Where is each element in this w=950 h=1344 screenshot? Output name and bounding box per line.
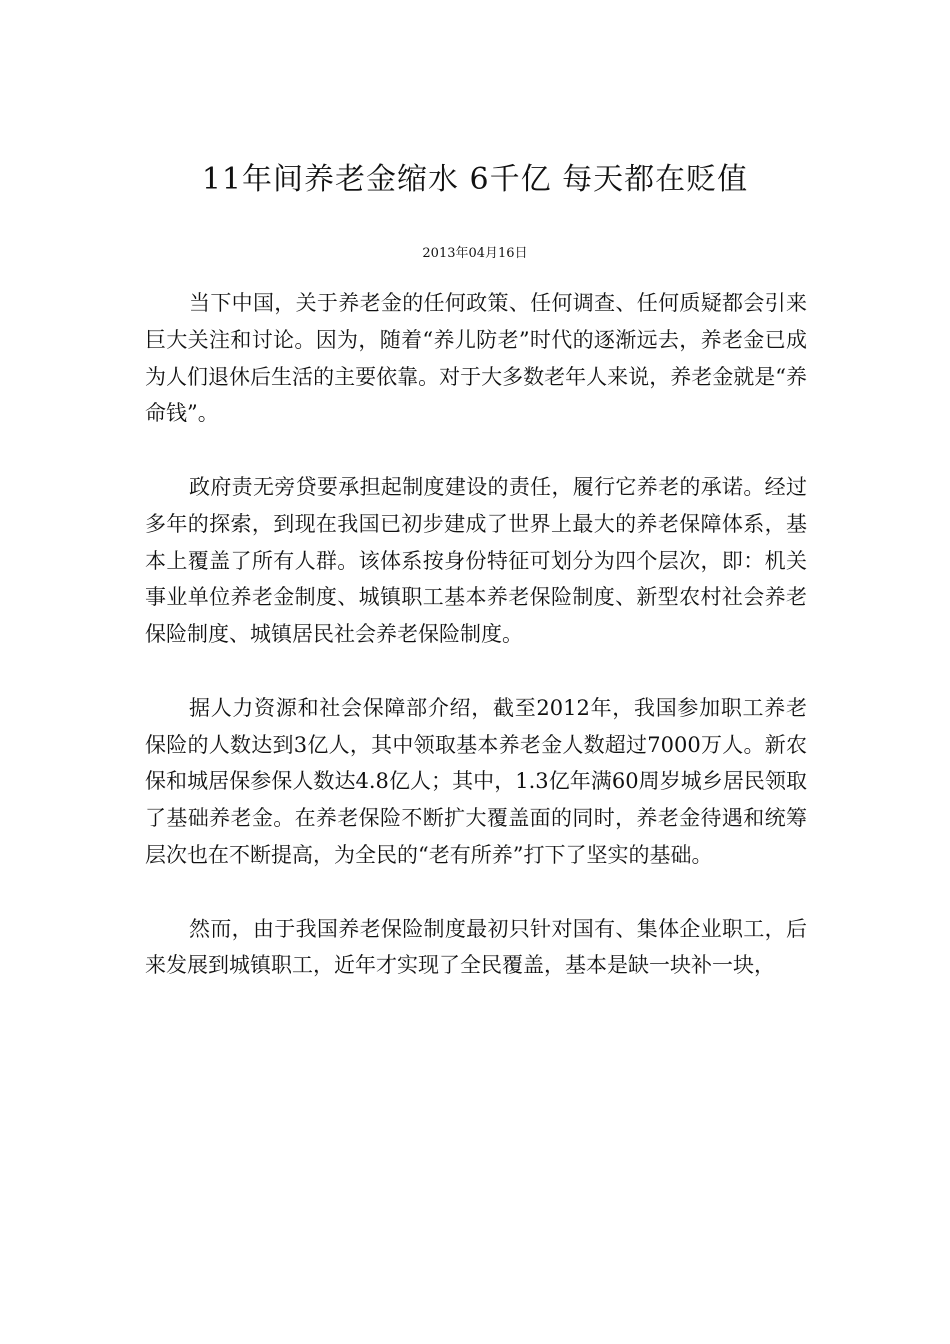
article-title: 11年间养老金缩水 6千亿 每天都在贬值: [201, 162, 749, 197]
article-body: [145, 285, 807, 984]
paragraph-2: 政府责无旁贷要承担起制度建设的责任，履行它养老的承诺。经过多年的探索，到现在我国已初步建成了世界上最大的养老保障体系，基本上覆盖了所有人群。该体系按身份特征可划分为四个层次，即：机关事业单位养老金制度、城镇职工基本养老保险制度、新型农村社会养老保险制度、城镇居民社会养老保险制度。: [145, 474, 807, 647]
paragraph-1: 当下中国，关于养老金的任何政策、任何调查、任何质疑都会引来巨大关注和讨论。因为，随着“养儿防老”时代的逐渐远去，养老金已成为人们退休后生活的主要依靠。对于大多数老年人来说，养老金就是“养命钱”。: [145, 291, 807, 426]
article-date: 2013年04月16日: [422, 246, 528, 261]
paragraph-3: 据人力资源和社会保障部介绍，截至2012年，我国参加职工养老保险的人数达到3亿人，其中领取基本养老金人数超过7000万人。新农保和城居保参保人数达4.8亿人；其中，1.3亿年满60周岁城乡居民领取了基础养老金。在养老保险不断扩大覆盖面的同时，养老金待遇和统筹层次也在不断提高，为全民的“老有所养”打下了坚实的基础。: [145, 695, 807, 867]
paragraph-4: 然而，由于我国养老保险制度最初只针对国有、集体企业职工，后来发展到城镇职工，近年才实现了全民覆盖，基本是缺一块补一块，: [145, 916, 807, 978]
